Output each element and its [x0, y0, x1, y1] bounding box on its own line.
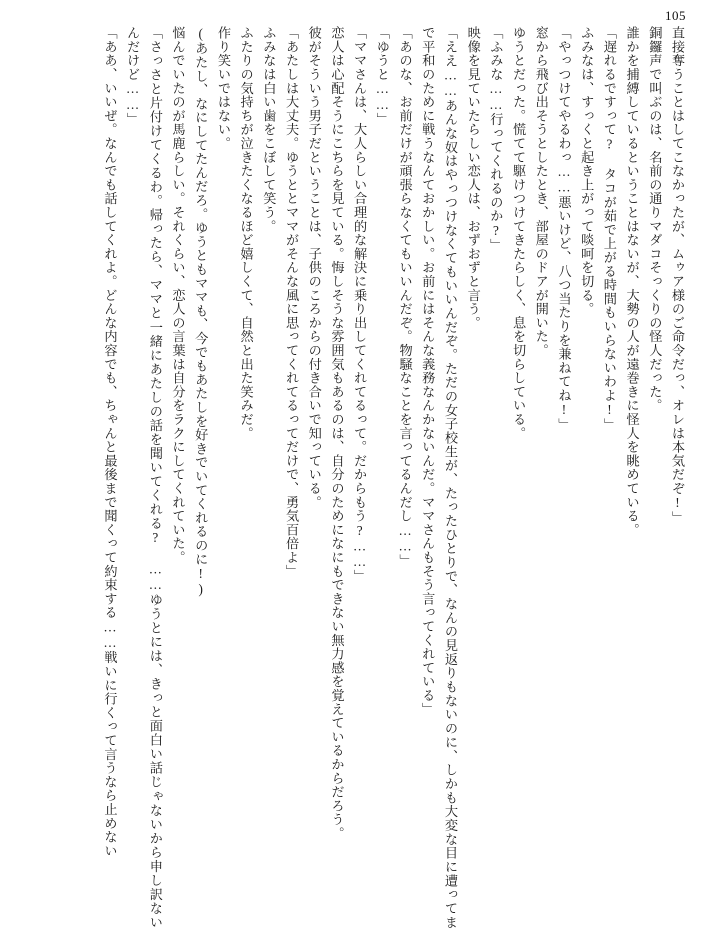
paragraph: 悩んでいたのが馬鹿らしい。それくらい、恋人の言葉は自分をラクにしてくれていた。 — [170, 26, 186, 565]
paragraph: 作り笑いではない。 — [215, 26, 231, 151]
paragraph: 「ああ、いいぜ。なんでも話してくれよ。どんな内容でも、ちゃんと最後まで聞くって約束する……戦いに行くって言うなら止めない — [102, 26, 118, 858]
paragraph: 「ふみな……行ってくれるのか?」 — [488, 26, 504, 253]
paragraph: ふみなは、すっくと起き上がって啖呵を切る。 — [579, 26, 595, 316]
paragraph: 誰かを捕縛しているということはないが、大勢の人が遠巻きに怪人を眺めている。 — [624, 26, 640, 537]
page-body-text — [22, 26, 688, 929]
paragraph: 「さっさと片付けてくるわ。帰ったら、ママと一緒にあたしの話を聞いてくれる? ……ゆうとには、きっと面白い話じゃないから申し訳ないんだけど……」 — [125, 26, 163, 929]
paragraph: 窓から飛び出そうとしたとき、部屋のドアが開いた。 — [533, 26, 549, 358]
paragraph: ふたりの気持ちが泣きたくなるほど嬉しくて、自然と出た笑みだ。 — [238, 26, 254, 440]
paragraph: ふみなは白い歯をこぼして笑う。 — [261, 26, 277, 233]
paragraph: 「ママさんは、大人らしい合理的な解決に乗り出してくれてるって。だからもう?……」 — [352, 26, 368, 584]
paragraph: 「ゆうと……」 — [374, 26, 390, 127]
paragraph: 「あのな、お前だけが頑張らなくてもいいんだぞ。物騒なことを言ってるんだし……」 — [397, 26, 413, 568]
paragraph: 直接奪うことはしてこなかったが、ムゥア様のご命令だっ、オレは本気だぞ!」 — [670, 26, 685, 525]
paragraph: 「あたしは大丈夫。ゆうととママがそんな風に思ってくれてるってだけで、勇気百倍よ」 — [284, 26, 300, 578]
paragraph: 恋人は心配そうにこちらを見ている。悔しそうな雰囲気もあるのは、自分のためになにもできない無力感を覚えているからだろう。 — [329, 26, 345, 841]
paragraph: ゆうとだった。慌てて駆けつけてきたらしく、息を切らしている。 — [511, 26, 527, 440]
paragraph: 「遅れるですって? タコが茹で上がる時間もいらないわよ!」 — [601, 26, 617, 432]
page-number: 105 — [665, 8, 686, 23]
paragraph: 彼がそういう男子だということは、子供のころからの付き合いで知っている。 — [306, 26, 322, 509]
paragraph: 銅鑼声で叫ぶのは、名前の通りマダコそっくりの怪人だった。 — [647, 26, 663, 413]
paragraph: 映像を見ていたらしい恋人は、おずおずと言う。 — [465, 26, 481, 330]
paragraph: 「やっつけてやるわっ……悪いけど、八つ当たりを兼ねてね!」 — [556, 26, 572, 432]
paragraph: (あたし、なにしてたんだろ。ゆうともママも、今でもあたしを好きでいてくれるのに!) — [193, 26, 209, 598]
paragraph: 「ええ……あんな奴はやっつけなくてもいいんだぞ。ただの女子校生が、たったひとりで、なんの見返りもないのに、しかも大変な目に遭ってまで平和のために戦うなんておかしい。お前にはそんな義務なんかないんだ。ママさんもそう言ってくれている」 — [420, 26, 458, 929]
